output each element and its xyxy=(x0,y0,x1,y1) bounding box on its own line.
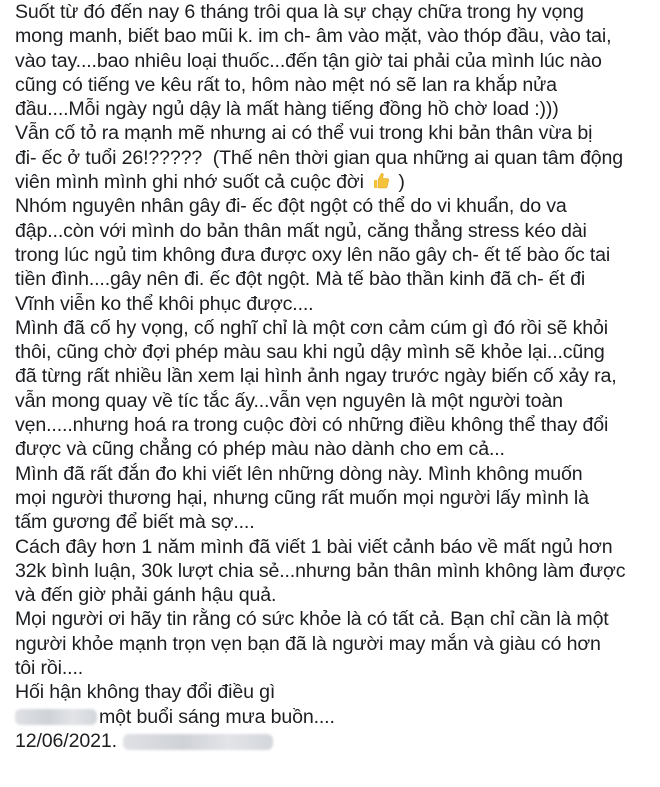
post-line-8 xyxy=(15,170,655,194)
post-line-16: đã từng rất nhiều lần xem lại hình ảnh ngay trước ngày biến cố xảy ra, xyxy=(15,365,617,388)
signature-line xyxy=(15,705,655,729)
post-line-20: Mình đã rất đắn đo khi viết lên những dòng này. Mình không muốn xyxy=(15,462,583,485)
post-line-17: vẫn mong quay về tíc tắc ấy...vẫn vẹn nguyên là một người toàn xyxy=(15,389,563,412)
post-line-11: trong lúc ngủ tim không đưa được oxy lên não gây ch- ết tế bào ốc tai xyxy=(15,243,611,266)
post-date: 12/06/2021. xyxy=(15,729,117,752)
post-line-8-text: viên mình mình ghi nhớ suốt cả cuộc đời xyxy=(15,171,370,194)
date-line xyxy=(15,729,655,753)
post-line-18: vẹn.....nhưng hoá ra trong cuộc đời có những điều không thể thay đổi xyxy=(15,414,609,437)
post-line-15: thôi, cũng chờ đợi phép màu sau khi ngủ dậy mình sẽ khỏe lại...cũng xyxy=(15,341,605,364)
post-line-4: cũng có tiếng ve kêu rất to, hôm nào mệt nó sẽ lan ra khắp nửa xyxy=(15,73,557,96)
post-line-26: Mọi người ơi hãy tin rằng có sức khỏe là có tất cả. Bạn chỉ cần là một xyxy=(15,608,609,631)
post-line-5: đầu....Mỗi ngày ngủ dậy là mất hàng tiếng đồng hồ chờ load :))) xyxy=(15,98,559,121)
post-line-3: vào tay....bao nhiêu loại thuốc...đến tận giờ tai phải của mình lúc nào xyxy=(15,49,602,72)
post-line-14: Mình đã cố hy vọng, cố nghĩ chỉ là một cơn cảm cúm gì đó rồi sẽ khỏi xyxy=(15,316,608,339)
post-text xyxy=(15,0,655,753)
post-line-8-end: ) xyxy=(393,171,405,194)
post-line-24: 32k bình luận, 30k lượt chia sẻ...nhưng bản thân mình không làm được xyxy=(15,559,626,582)
post-line-1: Suốt từ đó đến nay 6 tháng trôi qua là sự chạy chữa trong hy vọng xyxy=(15,1,584,23)
blurred-name xyxy=(15,709,97,725)
post-line-28: tôi rồi.... xyxy=(15,657,84,680)
post-line-12: tiền đình....gây nên đi. ếc đột ngột. Mà tế bào thần kinh đã ch- ết đi xyxy=(15,268,586,291)
post-line-22: tấm gương để biết mà sợ.... xyxy=(15,511,255,534)
post-line-2: mong manh, biết bao mũi k. im ch- âm vào mặt, vào thóp đầu, vào tai, xyxy=(15,25,612,48)
blurred-location xyxy=(123,734,273,750)
post-line-9: Nhóm nguyên nhân gây đi- ếc đột ngột có thể do vi khuẩn, do va xyxy=(15,195,567,218)
signature-text: một buổi sáng mưa buồn.... xyxy=(99,705,335,728)
post-line-13: Vĩnh viễn ko thể khôi phục được.... xyxy=(15,292,314,315)
post-line-21: mọi người thương hại, nhưng cũng rất muốn mọi người lấy mình là xyxy=(15,486,589,509)
post-line-27: người khỏe mạnh trọn vẹn bạn đã là người may mắn và giàu có hơn xyxy=(15,632,601,655)
post-line-6: Vẫn cố tỏ ra mạnh mẽ nhưng ai có thể vui trong khi bản thân vừa bị xyxy=(15,122,593,145)
post-line-19: được và cũng chẳng có phép màu nào dành cho em cả... xyxy=(15,438,505,461)
post-line-7: đi- ếc ở tuổi 26!????? (Thế nên thời gian qua những ai quan tâm động xyxy=(15,146,623,169)
post-line-29: Hối hận không thay đổi điều gì xyxy=(15,681,276,704)
post-line-23: Cách đây hơn 1 năm mình đã viết 1 bài viết cảnh báo về mất ngủ hơn xyxy=(15,535,613,558)
post-line-25: và đến giờ phải gánh hậu quả. xyxy=(15,584,277,607)
post-line-10: đập...còn với mình do bản thân mất ngủ, căng thẳng stress kéo dài xyxy=(15,219,587,242)
